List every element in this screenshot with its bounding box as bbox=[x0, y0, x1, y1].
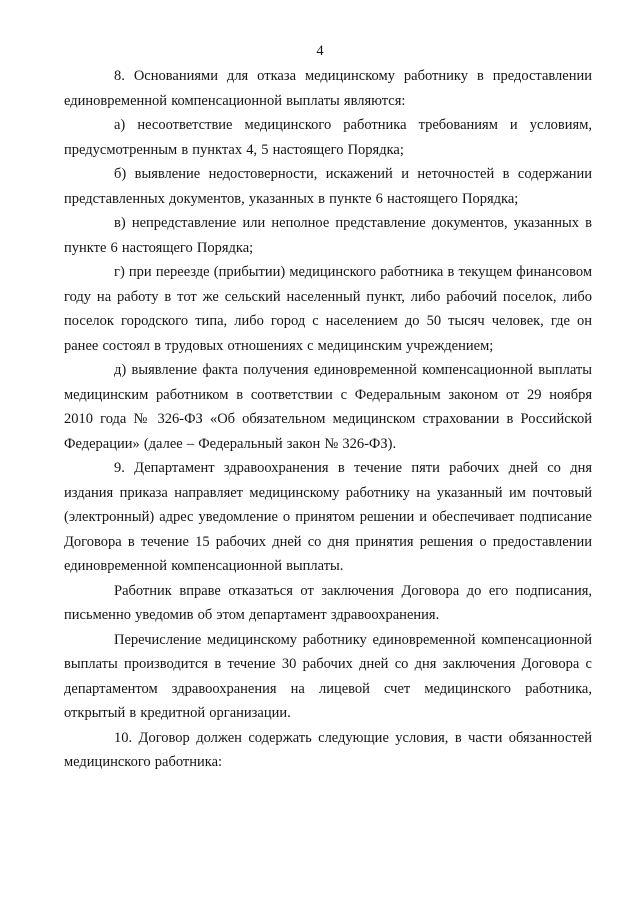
paragraph-8v: в) непредставление или неполное представление документов, указанных в пункте 6 настоящего Порядка; bbox=[64, 215, 592, 256]
paragraph-9: 9. Департамент здравоохранения в течение пяти рабочих дней со дня издания приказа направляет медицинскому работнику на указанный им почтовый (электронный) адрес уведомление о принятом решении и обеспечивает подписание Договора в течение 15 рабочих дней со дня принятия решения о предоставлении единовременной компенсационной выплаты. bbox=[64, 460, 592, 574]
paragraph-transfer: Перечисление медицинскому работнику единовременной компенсационной выплаты производится в течение 30 рабочих дней со дня заключения Договора с департаментом здравоохранения на лицевой счет медицинского работника, открытый в кредитной организации. bbox=[64, 631, 592, 721]
paragraph-8a: а) несоответствие медицинского работника требованиям и условиям, предусмотренным в пунктах 4, 5 настоящего Порядка; bbox=[64, 117, 592, 158]
paragraph-8b: б) выявление недостоверности, искажений и неточностей в содержании представленных документов, указанных в пункте 6 настоящего Порядка; bbox=[64, 166, 592, 207]
page-number: 4 bbox=[316, 43, 324, 59]
document-body bbox=[64, 64, 592, 775]
paragraph-8: 8. Основаниями для отказа медицинскому работнику в предоставлении единовременной компенсационной выплаты являются: bbox=[64, 68, 592, 109]
paragraph-10: 10. Договор должен содержать следующие условия, в части обязанностей медицинского работника: bbox=[64, 729, 592, 770]
paragraph-refusal: Работник вправе отказаться от заключения Договора до его подписания, письменно уведомив об этом департамент здравоохранения. bbox=[64, 582, 592, 623]
paragraph-8d: д) выявление факта получения единовременной компенсационной выплаты медицинским работником в соответствии с Федеральным законом от 29 ноября 2010 года № 326-ФЗ «Об обязательном медицинском страховании в Российской Федерации» (далее – Федеральный закон № 326-ФЗ). bbox=[64, 362, 592, 452]
paragraph-8g: г) при переезде (прибытии) медицинского работника в текущем финансовом году на работу в тот же сельский населенный пункт, либо рабочий поселок, либо поселок городского типа, либо город с населением до 50 тысяч человек, где он ранее состоял в трудовых отношениях с медицинским учреждением; bbox=[64, 264, 592, 354]
